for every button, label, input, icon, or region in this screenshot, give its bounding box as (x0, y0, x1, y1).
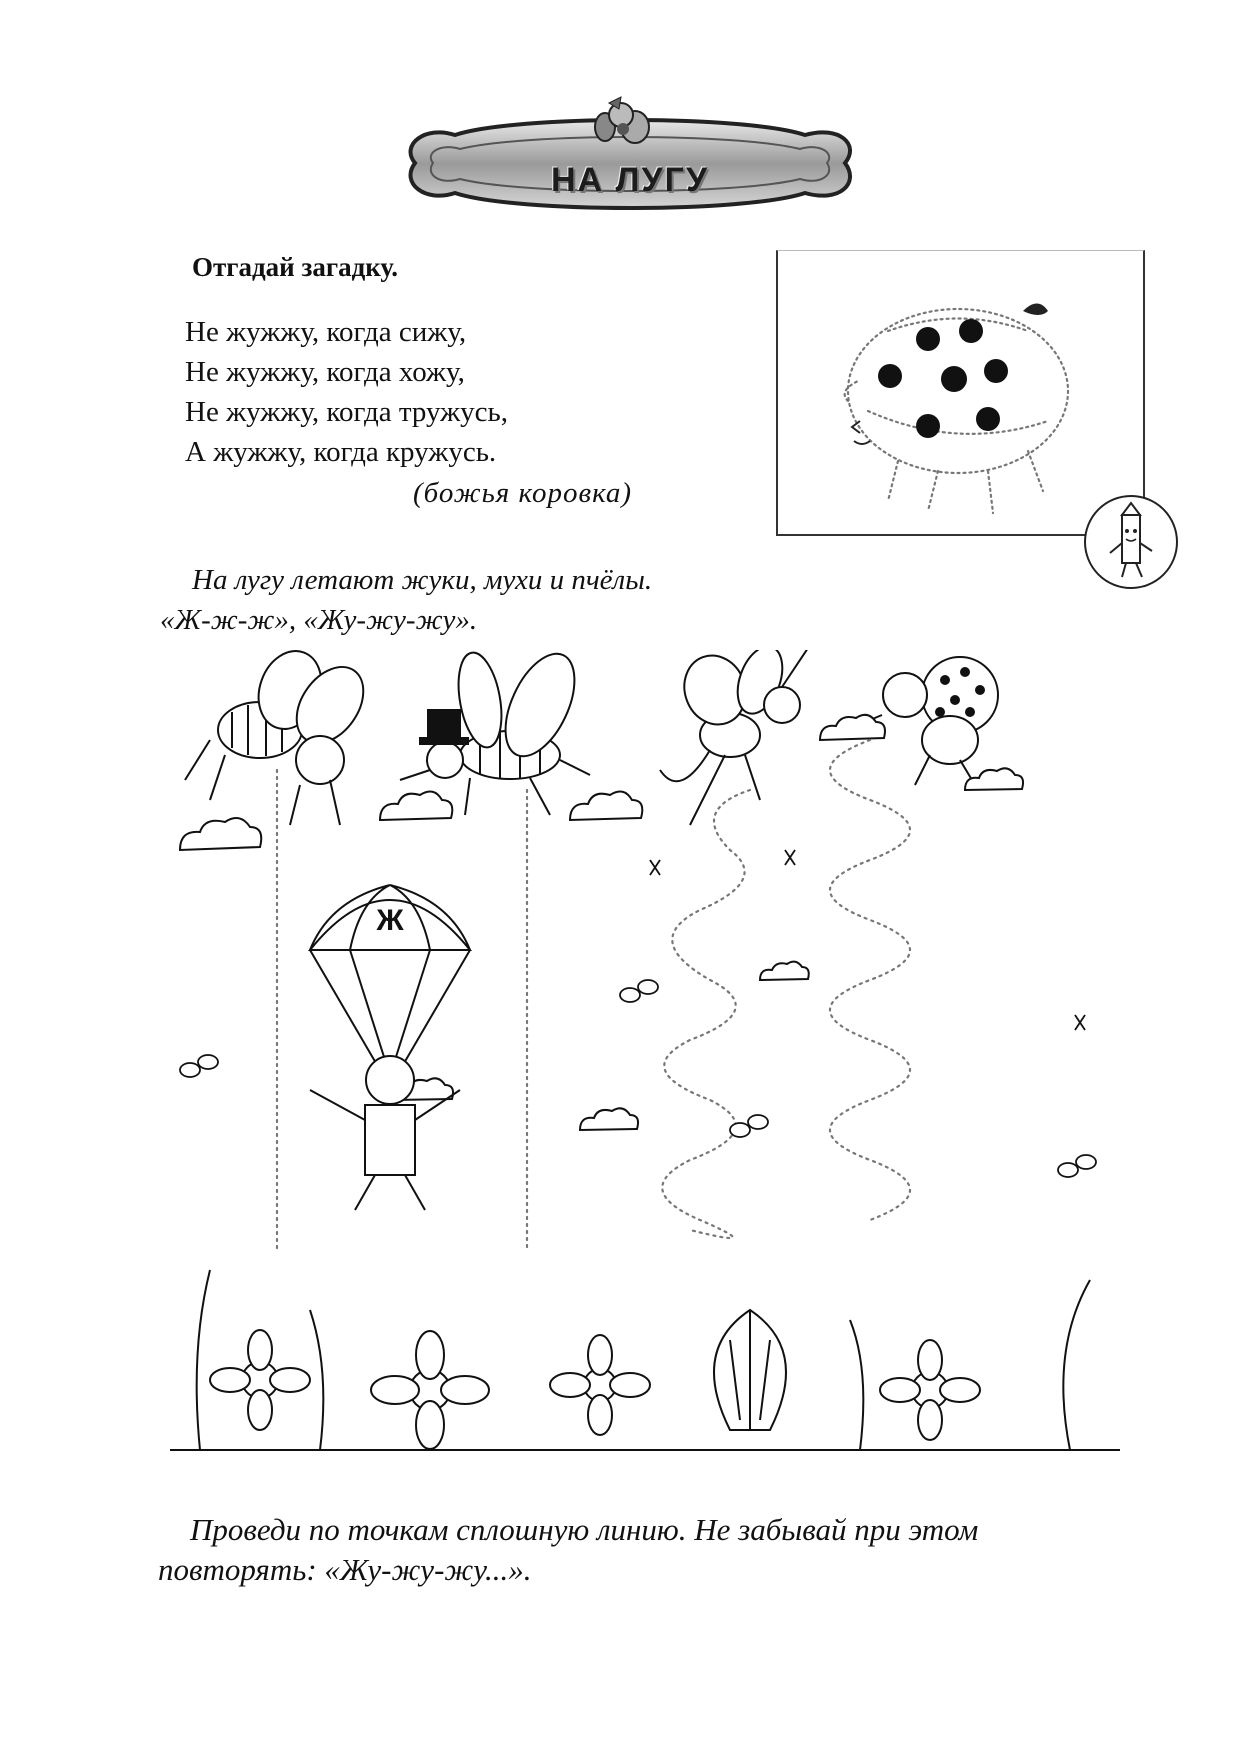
intro-text (160, 560, 652, 640)
meadow-scene (170, 650, 1120, 1470)
pencil-character-icon (1082, 493, 1180, 591)
bee-with-hat-icon (400, 650, 590, 815)
fly-icon (650, 860, 660, 875)
fly-icon (785, 850, 795, 865)
title-banner (395, 95, 865, 230)
intro-line: На лугу летают жуки, мухи и пчёлы. (192, 564, 653, 596)
riddle-line: Не жужжу, когда тружусь, (185, 396, 508, 428)
ladybug-character-icon (870, 657, 998, 785)
riddle-line: Не жужжу, когда сижу, (185, 316, 467, 348)
flower-icon (210, 1330, 310, 1430)
intro-line: «Ж-ж-ж», «Жу-жу-жу». (160, 604, 478, 636)
ladybug-dotted-icon (778, 251, 1143, 534)
leaf-icon (197, 1270, 1090, 1450)
fly-icon (1075, 1015, 1085, 1030)
parachute-letter: Ж (376, 904, 404, 937)
flower-icon (714, 1310, 786, 1430)
riddle-answer: (божья коровка) (413, 477, 633, 509)
page-title: НА ЛУГУ (551, 161, 709, 199)
tracing-line-wavy (662, 790, 750, 1238)
riddle-line: А жужжу, когда кружусь. (185, 436, 497, 468)
meadow-illustration (170, 650, 1120, 1470)
task-heading: Отгадай загадку. (192, 252, 398, 282)
instruction-line: Проведи по точкам сплошную линию. Не забывай при этом (190, 1512, 979, 1547)
bee-icon (185, 650, 377, 825)
butterfly-icon (730, 1115, 768, 1137)
riddle-line: Не жужжу, когда хожу, (185, 356, 465, 388)
butterfly-icon (180, 1055, 218, 1077)
riddle-poem (185, 312, 508, 472)
tracing-line-loopy (830, 740, 910, 1220)
instruction-line: повторять: «Жу-жу-жу...». (158, 1552, 532, 1587)
instruction-text (158, 1510, 1138, 1590)
butterfly-icon (1058, 1155, 1096, 1177)
flower-icon (371, 1331, 489, 1449)
butterfly-icon (620, 980, 658, 1002)
flowers-border (170, 1270, 1120, 1450)
flower-icon (550, 1335, 650, 1435)
pencil-badge (1082, 493, 1180, 591)
fly-with-wand-icon (660, 650, 810, 825)
flower-icon (880, 1340, 980, 1440)
